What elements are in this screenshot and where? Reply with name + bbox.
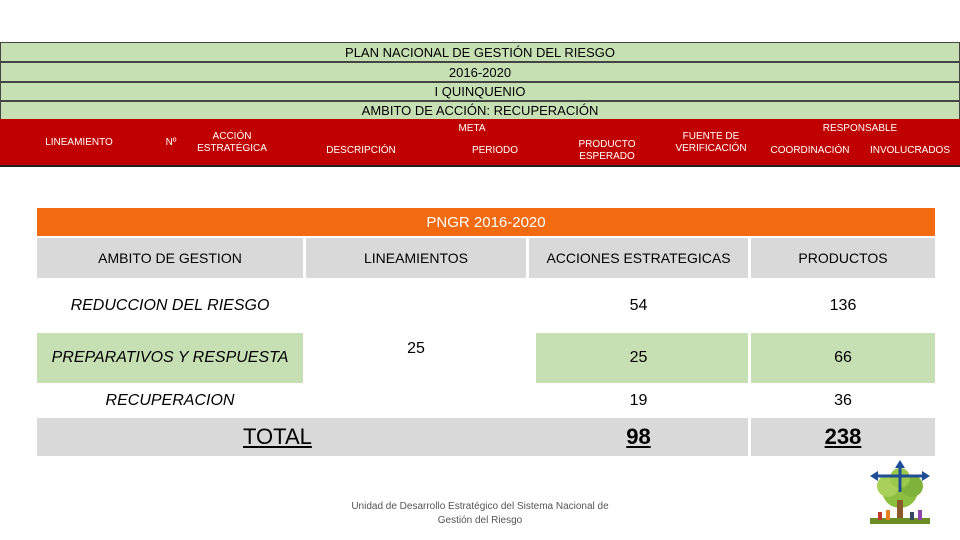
row-ambito-text: RECUPERACION [105,392,235,409]
header-ambito-text: AMBITO DE ACCIÓN: RECUPERACIÓN [361,103,599,118]
col-accion-label: ACCIÓN ESTRATÉGICA [197,131,267,154]
col-responsable-label: RESPONSABLE [822,123,898,134]
col-accion [188,121,276,165]
pngr-title-bar [37,208,935,236]
header-quinquenio-text: I QUINQUENIO [434,84,526,99]
total-acciones-text: 98 [626,424,651,449]
total-label: TOTAL [243,424,312,449]
table-row-productos [751,333,935,383]
header-title-text: PLAN NACIONAL DE GESTIÓN DEL RIESGO [345,44,615,60]
col-descripcion [282,137,440,165]
col-lineamiento [0,121,158,165]
total-productos-text: 238 [824,424,862,449]
pngr-header-ambito [37,238,303,278]
lineamientos-value: 25 [407,340,425,357]
col-responsable [760,121,960,137]
col-meta-label: META [458,123,486,134]
footer-line-2: Gestión del Riesgo [437,515,523,526]
table-row-productos [751,386,935,416]
col-involucrados [860,137,960,165]
pngr-header-acciones [529,238,748,278]
col-involucrados-label: INVOLUCRADOS [869,145,950,156]
header-title-line-4 [0,101,960,120]
tree-with-arrows-icon [860,460,940,532]
table-row-acciones [529,386,748,416]
table-row-acciones [529,282,748,330]
col-fuente-label: FUENTE DE VERIFICACIÓN [675,131,747,154]
total-productos [751,418,935,456]
pngr-header-productos-label: PRODUCTOS [798,250,888,266]
col-descripcion-label: DESCRIPCIÓN [326,145,396,156]
table-row-ambito [37,386,303,416]
pngr-header-productos [751,238,935,278]
pngr-header-acciones-label: ACCIONES ESTRATEGICAS [546,250,731,266]
header-year-text: 2016-2020 [448,64,512,80]
header-title-line-3 [0,82,960,101]
row-ambito-text: REDUCCION DEL RIESGO [70,297,270,314]
table-row-productos [751,282,935,330]
table-row-ambito [37,282,303,330]
row-acciones-text: 54 [629,297,648,314]
pngr-title: PNGR 2016-2020 [426,213,546,231]
pngr-header-lineamientos-label: LINEAMIENTOS [364,250,468,266]
footer-line-1: Unidad de Desarrollo Estratégico del Sistema Nacional de [351,501,609,512]
col-fuente [664,121,758,165]
col-coordinacion [760,137,860,165]
table-row-acciones [529,333,748,383]
total-acciones [529,418,748,456]
col-meta [282,121,662,137]
pngr-header-lineamientos [306,238,526,278]
col-lineamiento-label: LINEAMIENTO [45,137,113,148]
row-acciones-text: 25 [629,349,648,366]
row-acciones-text: 19 [629,392,648,409]
col-producto [552,137,662,165]
col-numero [158,121,184,165]
col-numero-label: Nº [165,137,177,148]
footer-text [330,500,630,528]
col-periodo-label: PERIODO [471,145,519,156]
pngr-header-ambito-label: AMBITO DE GESTION [98,250,242,266]
row-ambito-text: PREPARATIVOS Y RESPUESTA [51,349,289,366]
row-productos-text: 66 [834,349,852,366]
row-productos-text: 36 [834,392,852,409]
table-row-ambito [37,333,303,383]
col-coordinacion-label: COORDINACIÓN [770,145,850,156]
col-periodo [440,137,550,165]
header-title-line-2 [0,62,960,82]
row-productos-text: 136 [829,297,857,314]
col-producto-label: PRODUCTO ESPERADO [578,139,636,162]
header-title-line-1 [0,42,960,62]
